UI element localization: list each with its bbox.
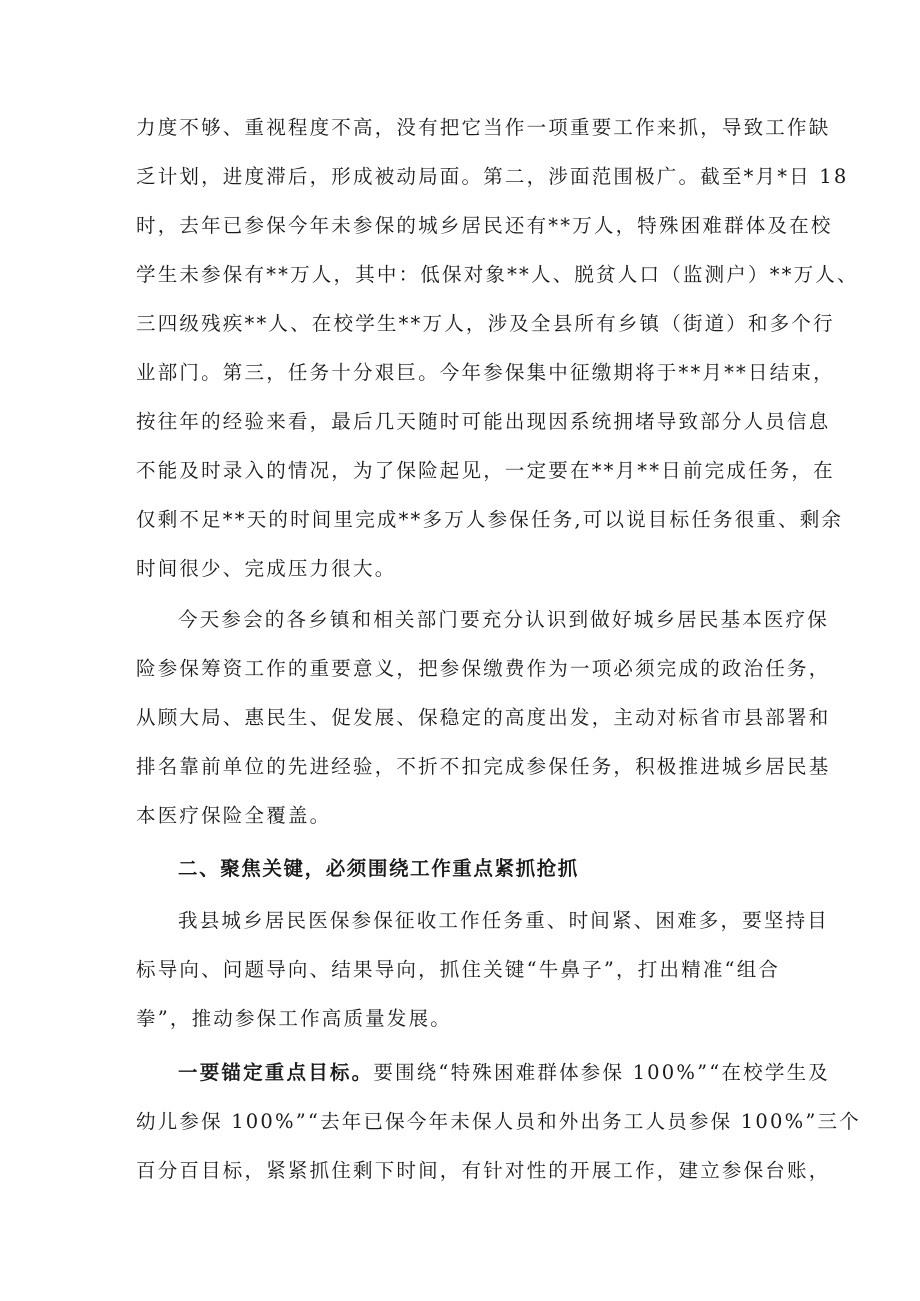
bold-lead-text: 一要锚定重点目标。 [178,1061,374,1084]
paragraph-line: 幼儿参保 100%”“去年已保今年未保人员和外出务工人员参保 100%”三个 [136,1110,861,1133]
paragraph-line: 今天参会的各乡镇和相关部门要充分认识到做好城乡居民基本医疗保 [178,608,830,631]
paragraph-line: 从顾大局、惠民生、促发展、保稳定的高度出发，主动对标省市县部署和 [136,706,831,729]
paragraph-line: 时间很少、完成压力很大。 [136,557,397,580]
paragraph-line: 乏计划，进度滞后，形成被动局面。第二，涉面范围极广。截至*月*日 18 [136,165,849,188]
paragraph-line: 不能及时录入的情况，为了保险起见，一定要在**月**日前完成任务，在 [136,459,835,482]
paragraph-text: 要围绕“特殊困难群体参保 100%”“在校学生及 [373,1061,830,1084]
paragraph-line: 本医疗保险全覆盖。 [136,804,332,827]
paragraph-line: 三四级残疾**人、在校学生**万人，涉及全县所有乡镇（街道）和多个行 [136,312,835,335]
paragraph-line: 业部门。第三，任务十分艰巨。今年参保集中征缴期将于**月**日结束， [136,361,835,384]
paragraph-line: 仅剩不足**天的时间里完成**多万人参保任务,可以说目标任务很重、剩余 [136,508,844,531]
paragraph-line: 时，去年已参保今年未参保的城乡居民还有**万人，特殊困难群体及在校 [136,214,833,237]
section-heading: 二、聚焦关键，必须围绕工作重点紧抓抢抓 [178,857,579,880]
paragraph-line: 标导向、问题导向、结果导向，抓住关键“牛鼻子”，打出精准“组合 [136,958,781,981]
paragraph-line: 排名靠前单位的先进经验，不折不扣完成参保任务，积极推进城乡居民基 [136,755,831,778]
paragraph-first-line [178,1060,830,1086]
paragraph-line: 拳”，推动参保工作高质量发展。 [136,1007,452,1030]
paragraph-line: 力度不够、重视程度不高，没有把它当作一项重要工作来抓，导致工作缺 [136,116,831,139]
paragraph-line: 百分百目标，紧紧抓住剩下时间，有针对性的开展工作，建立参保台账， [136,1159,831,1182]
paragraph-line: 险参保筹资工作的重要意义，把参保缴费作为一项必须完成的政治任务， [136,657,831,680]
paragraph-line: 学生未参保有**万人，其中：低保对象**人、脱贫人口（监测户）**万人、 [136,263,859,286]
paragraph-line: 我县城乡居民医保参保征收工作任务重、时间紧、困难多，要坚持目 [178,909,830,932]
paragraph-line: 按往年的经验来看，最后几天随时可能出现因系统拥堵导致部分人员信息 [136,410,831,433]
